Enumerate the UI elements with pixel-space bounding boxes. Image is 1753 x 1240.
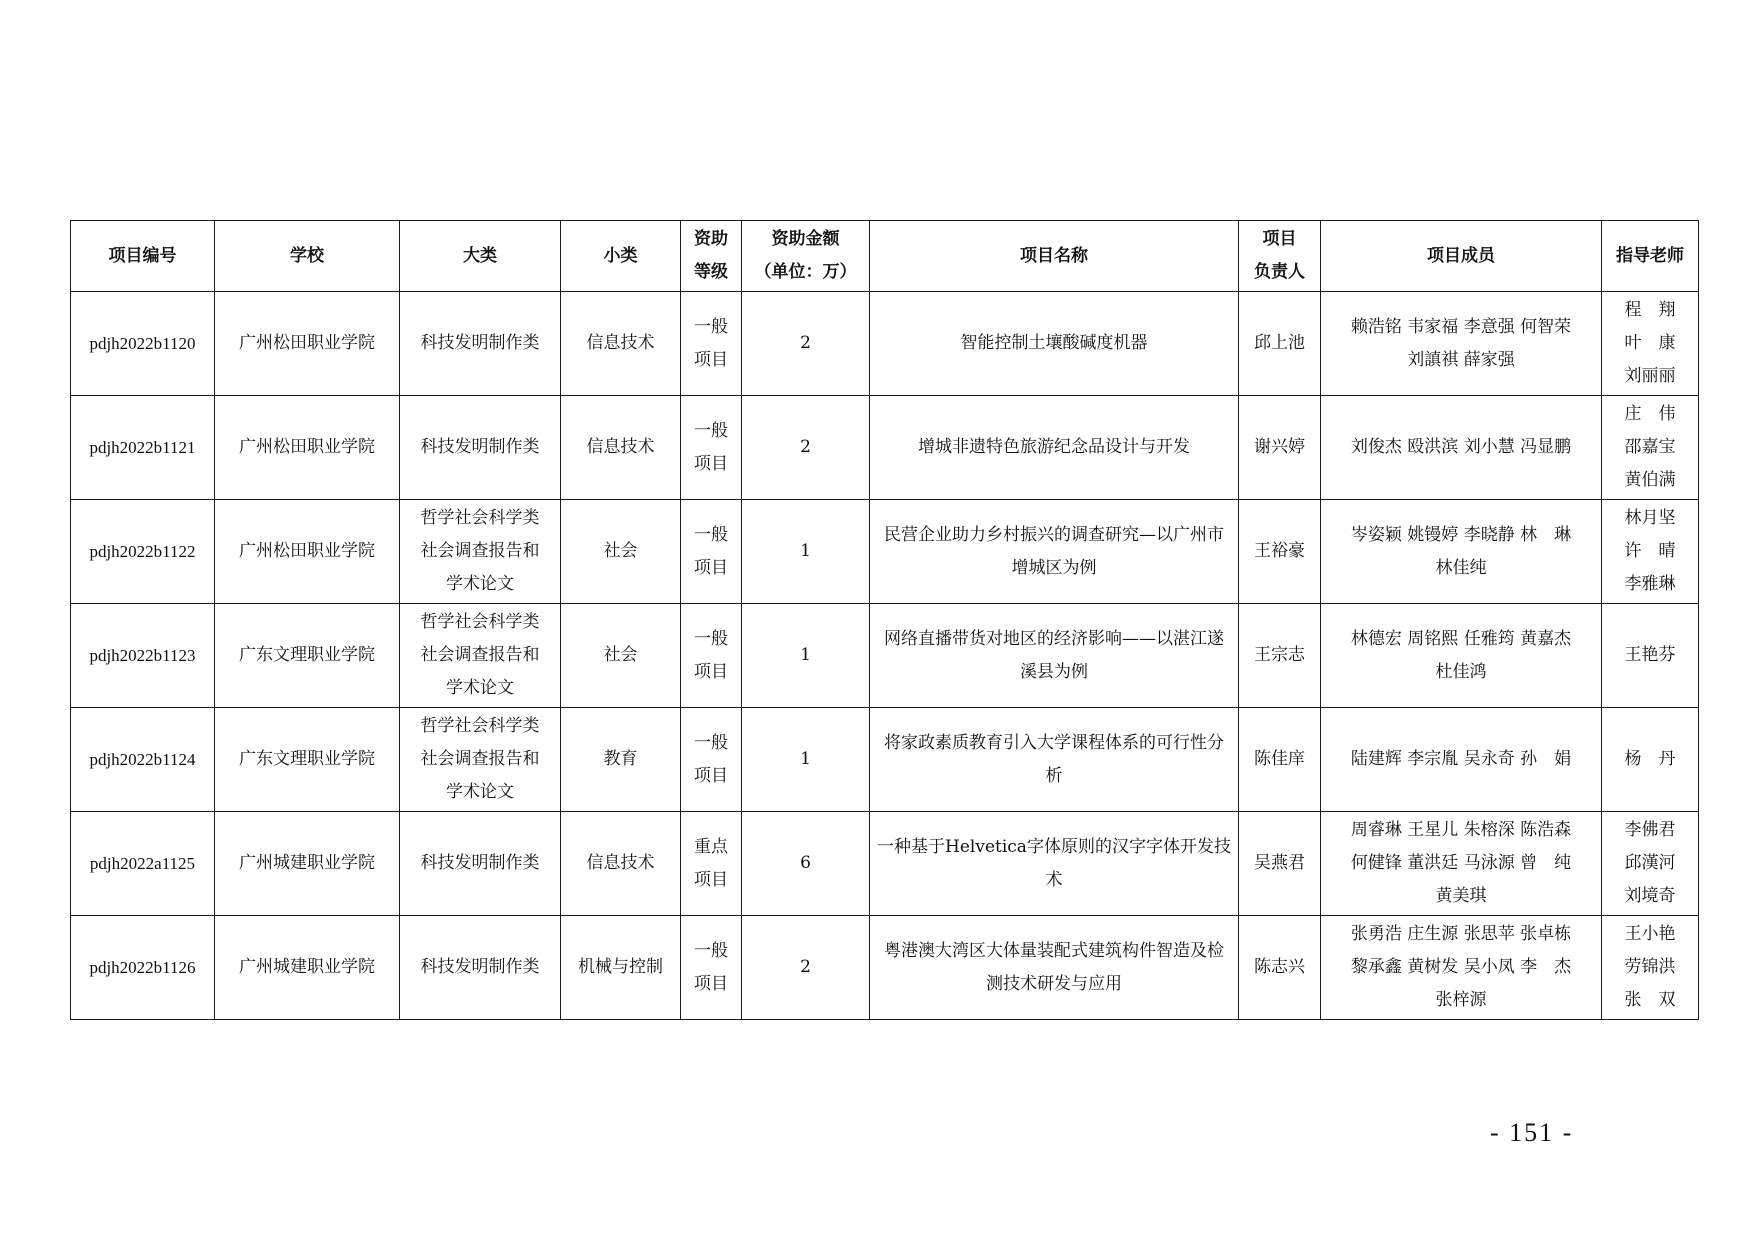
cell-amount: 1 — [742, 500, 870, 604]
cell-category-line: 科技发明制作类 — [420, 957, 540, 977]
cell-leader: 王裕豪 — [1239, 500, 1321, 604]
cell-members-line: 林德宏 周铭熙 任雅筠 黄嘉杰 — [1350, 628, 1572, 649]
cell-subcategory: 社会 — [561, 500, 681, 604]
header-id: 项目编号 — [71, 221, 215, 292]
header-level-line: 等级 — [694, 262, 728, 282]
cell-advisors — [1602, 812, 1699, 916]
cell-advisors-line: 邵嘉宝 — [1624, 437, 1676, 457]
cell-advisors-line: 李佛君 — [1624, 820, 1676, 840]
cell-advisors-line: 黄伯满 — [1624, 470, 1676, 490]
cell-members — [1321, 396, 1602, 500]
cell-category-line: 社会调查报告和 — [420, 749, 540, 769]
cell-category-line: 哲学社会科学类 — [420, 612, 540, 632]
cell-project-id: pdjh2022a1125 — [71, 812, 215, 916]
cell-project-name: 网络直播带货对地区的经济影响——以湛江遂溪县为例 — [870, 604, 1239, 708]
cell-level-line: 一般 — [694, 628, 728, 649]
cell-advisors — [1602, 396, 1699, 500]
cell-level — [681, 604, 742, 708]
cell-advisors-line: 劳锦洪 — [1624, 957, 1676, 977]
cell-amount: 6 — [742, 812, 870, 916]
cell-members-line: 张梓源 — [1435, 990, 1487, 1010]
cell-members — [1321, 812, 1602, 916]
cell-members-line: 刘謓祺 薛家强 — [1407, 349, 1515, 370]
table-row — [71, 812, 1699, 916]
cell-level-line: 项目 — [694, 661, 728, 682]
cell-project-id: pdjh2022b1121 — [71, 396, 215, 500]
cell-level-line: 一般 — [694, 524, 728, 545]
header-leader — [1239, 221, 1321, 292]
cell-category-line: 科技发明制作类 — [420, 333, 540, 353]
header-leader-line: 负责人 — [1254, 262, 1305, 282]
cell-amount: 1 — [742, 604, 870, 708]
cell-advisors — [1602, 604, 1699, 708]
cell-advisors-line: 林月坚 — [1624, 508, 1676, 528]
cell-project-id: pdjh2022b1120 — [71, 292, 215, 396]
cell-leader: 邱上池 — [1239, 292, 1321, 396]
cell-category-line: 哲学社会科学类 — [420, 508, 540, 528]
cell-members-line: 陆建辉 李宗胤 吴永奇 孙 娟 — [1350, 749, 1572, 769]
cell-leader: 陈志兴 — [1239, 916, 1321, 1020]
cell-advisors-line: 刘丽丽 — [1624, 366, 1676, 386]
cell-level-line: 项目 — [694, 557, 728, 578]
cell-advisors-line: 叶 康 — [1624, 333, 1676, 353]
cell-members-line: 张勇浩 庄生源 张思苹 张卓栋 — [1350, 924, 1572, 944]
cell-project-name: 智能控制土壤酸碱度机器 — [870, 292, 1239, 396]
project-table — [70, 220, 1699, 1020]
cell-school: 广州城建职业学院 — [215, 812, 400, 916]
cell-members-line: 林佳纯 — [1435, 557, 1487, 578]
cell-school: 广州松田职业学院 — [215, 500, 400, 604]
cell-category-line: 学术论文 — [446, 574, 514, 594]
cell-level — [681, 500, 742, 604]
cell-level-line: 重点 — [694, 836, 728, 857]
cell-level-line: 项目 — [694, 765, 728, 786]
header-name: 项目名称 — [870, 221, 1239, 292]
cell-amount: 1 — [742, 708, 870, 812]
table-row — [71, 396, 1699, 500]
cell-level-line: 项目 — [694, 349, 728, 370]
cell-school: 广州城建职业学院 — [215, 916, 400, 1020]
cell-members-line: 何健锋 董洪廷 马泳源 曾 纯 — [1350, 853, 1572, 873]
cell-project-id: pdjh2022b1124 — [71, 708, 215, 812]
cell-category — [400, 500, 561, 604]
header-amount-line: 资助金额 — [771, 229, 840, 249]
cell-advisors-line: 王艳芬 — [1624, 645, 1676, 665]
cell-leader: 王宗志 — [1239, 604, 1321, 708]
cell-amount: 2 — [742, 292, 870, 396]
cell-category — [400, 812, 561, 916]
cell-level-line: 一般 — [694, 732, 728, 753]
cell-school: 广州松田职业学院 — [215, 396, 400, 500]
table-row — [71, 604, 1699, 708]
header-leader-line: 项目 — [1262, 229, 1297, 249]
header-amount-line: （单位：万） — [754, 262, 857, 282]
header-school: 学校 — [215, 221, 400, 292]
cell-project-name: 一种基于Helvetica字体原则的汉字字体开发技术 — [870, 812, 1239, 916]
header-row — [71, 221, 1699, 292]
cell-project-id: pdjh2022b1126 — [71, 916, 215, 1020]
cell-advisors-line: 王小艳 — [1624, 924, 1676, 944]
header-level — [681, 221, 742, 292]
cell-level-line: 一般 — [694, 420, 728, 441]
cell-members — [1321, 604, 1602, 708]
cell-project-name: 增城非遗特色旅游纪念品设计与开发 — [870, 396, 1239, 500]
cell-project-name: 民营企业助力乡村振兴的调查研究—以广州市增城区为例 — [870, 500, 1239, 604]
cell-level-line: 项目 — [694, 973, 728, 994]
cell-category-line: 学术论文 — [446, 782, 514, 802]
cell-level-line: 项目 — [694, 453, 728, 474]
table-row — [71, 500, 1699, 604]
cell-category-line: 哲学社会科学类 — [420, 716, 540, 736]
cell-members-line: 杜佳鸿 — [1435, 661, 1487, 682]
cell-members-line: 周睿琳 王星儿 朱榕深 陈浩森 — [1350, 820, 1572, 840]
table-row — [71, 916, 1699, 1020]
table-row — [71, 708, 1699, 812]
cell-leader: 谢兴婷 — [1239, 396, 1321, 500]
cell-subcategory: 机械与控制 — [561, 916, 681, 1020]
cell-members-line: 赖浩铭 韦家福 李意强 何智荣 — [1350, 316, 1572, 337]
cell-advisors — [1602, 500, 1699, 604]
cell-subcategory: 信息技术 — [561, 812, 681, 916]
table-row — [71, 292, 1699, 396]
cell-category-line: 社会调查报告和 — [420, 541, 540, 561]
cell-subcategory: 教育 — [561, 708, 681, 812]
cell-members — [1321, 708, 1602, 812]
header-advisors: 指导老师 — [1602, 221, 1699, 292]
cell-leader: 吴燕君 — [1239, 812, 1321, 916]
cell-level-line: 一般 — [694, 316, 728, 337]
page-number: - 151 - — [1490, 1118, 1574, 1147]
cell-advisors — [1602, 916, 1699, 1020]
cell-subcategory: 社会 — [561, 604, 681, 708]
cell-members-line: 黄美琪 — [1435, 886, 1487, 906]
cell-category — [400, 916, 561, 1020]
cell-advisors-line: 邱漢河 — [1624, 853, 1676, 873]
cell-school: 广东文理职业学院 — [215, 604, 400, 708]
cell-level — [681, 396, 742, 500]
header-amount — [742, 221, 870, 292]
header-level-line: 资助 — [694, 229, 728, 249]
cell-category — [400, 708, 561, 812]
cell-members-line: 黎承鑫 黄树发 吴小凤 李 杰 — [1350, 957, 1572, 977]
cell-category-line: 科技发明制作类 — [420, 853, 540, 873]
cell-category-line: 社会调查报告和 — [420, 645, 540, 665]
cell-members-line: 刘俊杰 殴洪滨 刘小慧 冯显鹏 — [1350, 437, 1572, 457]
cell-advisors-line: 刘境奇 — [1624, 886, 1676, 906]
cell-advisors-line: 许 晴 — [1624, 541, 1676, 561]
cell-advisors-line: 庄 伟 — [1624, 404, 1676, 424]
cell-level — [681, 916, 742, 1020]
header-subcategory: 小类 — [561, 221, 681, 292]
cell-advisors-line: 张 双 — [1624, 990, 1676, 1010]
cell-category-line: 科技发明制作类 — [420, 437, 540, 457]
cell-level — [681, 812, 742, 916]
cell-advisors — [1602, 708, 1699, 812]
header-members: 项目成员 — [1321, 221, 1602, 292]
cell-school: 广东文理职业学院 — [215, 708, 400, 812]
cell-category — [400, 604, 561, 708]
cell-advisors-line: 程 翔 — [1624, 300, 1676, 320]
header-category: 大类 — [400, 221, 561, 292]
cell-project-id: pdjh2022b1122 — [71, 500, 215, 604]
cell-category — [400, 396, 561, 500]
cell-project-name: 将家政素质教育引入大学课程体系的可行性分析 — [870, 708, 1239, 812]
cell-members-line: 岑姿颖 姚镘婷 李晓静 林 琳 — [1350, 524, 1572, 545]
cell-category-line: 学术论文 — [446, 678, 514, 698]
cell-advisors — [1602, 292, 1699, 396]
cell-subcategory: 信息技术 — [561, 292, 681, 396]
cell-members — [1321, 500, 1602, 604]
cell-project-id: pdjh2022b1123 — [71, 604, 215, 708]
cell-level — [681, 708, 742, 812]
cell-school: 广州松田职业学院 — [215, 292, 400, 396]
cell-level-line: 一般 — [694, 940, 728, 961]
cell-level — [681, 292, 742, 396]
cell-members — [1321, 916, 1602, 1020]
cell-amount: 2 — [742, 916, 870, 1020]
cell-advisors-line: 杨 丹 — [1624, 749, 1676, 769]
cell-level-line: 项目 — [694, 869, 728, 890]
cell-advisors-line: 李雅琳 — [1624, 574, 1676, 594]
cell-members — [1321, 292, 1602, 396]
cell-subcategory: 信息技术 — [561, 396, 681, 500]
cell-leader: 陈佳庠 — [1239, 708, 1321, 812]
cell-category — [400, 292, 561, 396]
cell-amount: 2 — [742, 396, 870, 500]
cell-project-name: 粤港澳大湾区大体量装配式建筑构件智造及检测技术研发与应用 — [870, 916, 1239, 1020]
